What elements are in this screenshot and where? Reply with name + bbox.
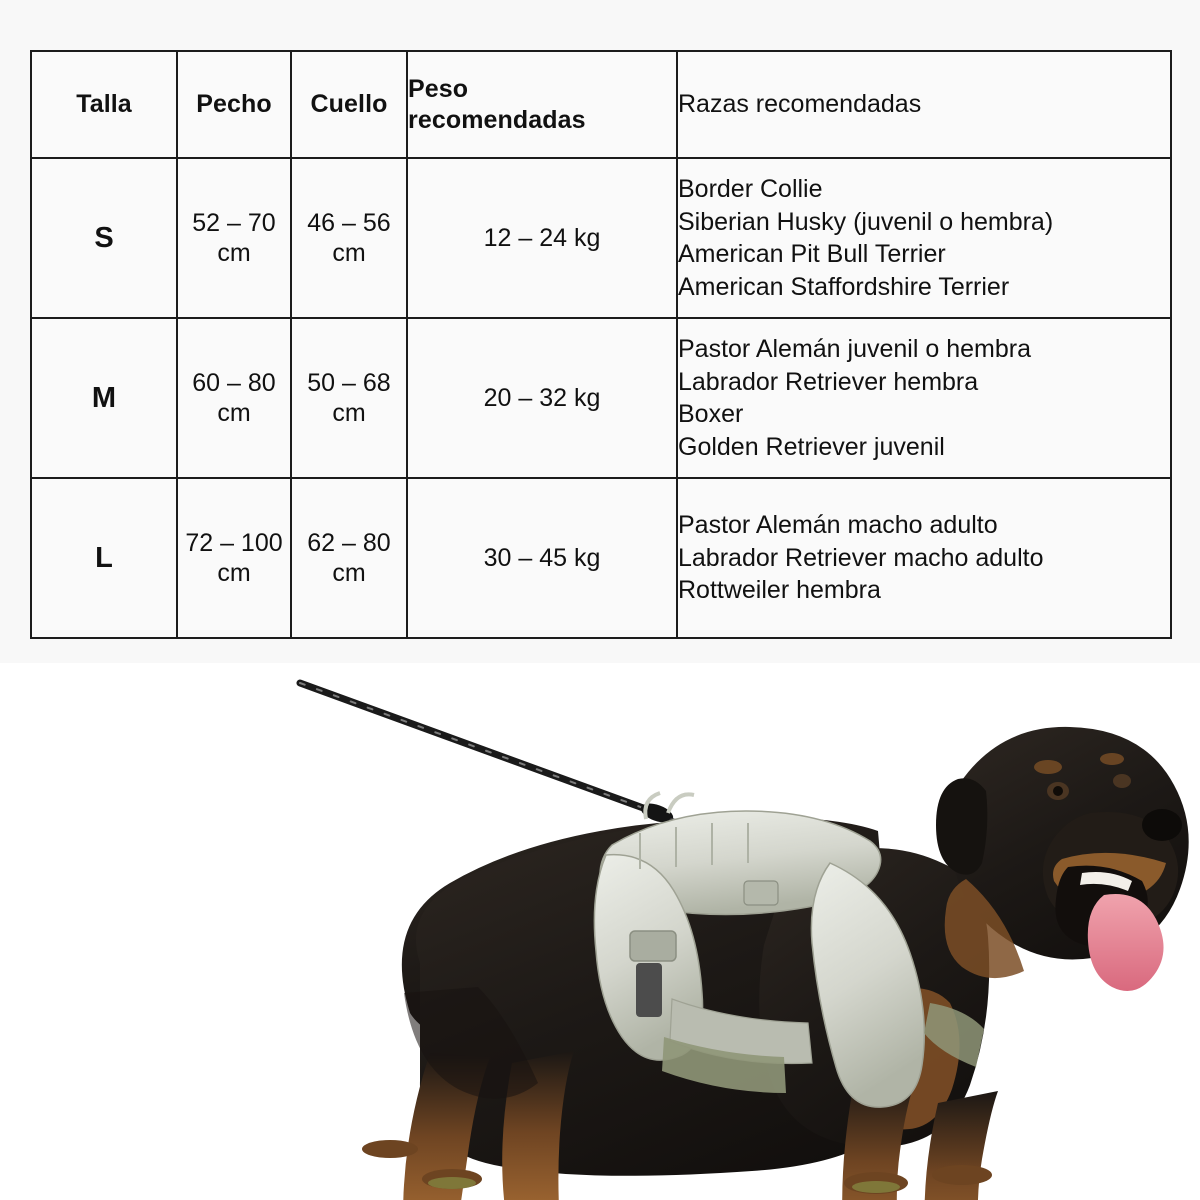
table-row xyxy=(31,158,1171,318)
cell-talla: S xyxy=(31,158,177,318)
breed-item: Pastor Alemán macho adulto xyxy=(678,511,998,540)
cell-pecho-unit: cm xyxy=(217,559,251,587)
cell-cuello xyxy=(291,158,407,318)
cell-cuello-value: 62 – 80 xyxy=(307,528,391,557)
cell-cuello xyxy=(291,478,407,638)
cell-pecho xyxy=(177,158,291,318)
table-header xyxy=(31,51,1171,158)
breed-item: Labrador Retriever hembra xyxy=(678,367,979,396)
table-header-row xyxy=(31,51,1171,158)
table-row xyxy=(31,318,1171,478)
cell-cuello-value: 50 – 68 xyxy=(307,368,391,397)
product-photo-section xyxy=(0,663,1200,1200)
breed-item: Golden Retriever juvenil xyxy=(678,432,945,461)
cell-cuello xyxy=(291,318,407,478)
dog-photo xyxy=(0,663,1200,1200)
breed-item: Rottweiler hembra xyxy=(678,576,881,605)
breed-item: American Staffordshire Terrier xyxy=(678,272,1010,301)
column-header-peso-line2: recomendadas xyxy=(408,105,586,134)
cell-cuello-unit: cm xyxy=(332,399,366,427)
cell-cuello-unit: cm xyxy=(332,559,366,587)
cell-peso: 12 – 24 kg xyxy=(407,158,677,318)
column-header-peso xyxy=(407,51,677,158)
cell-pecho-unit: cm xyxy=(217,399,251,427)
cell-peso: 30 – 45 kg xyxy=(407,478,677,638)
column-header-peso-line1: Peso xyxy=(408,75,469,103)
table-row xyxy=(31,478,1171,638)
cell-razas xyxy=(677,318,1171,478)
leash xyxy=(300,683,695,845)
cell-talla: M xyxy=(31,318,177,478)
column-header-cuello: Cuello xyxy=(291,51,407,158)
column-header-talla: Talla xyxy=(31,51,177,158)
breed-item: American Pit Bull Terrier xyxy=(678,240,946,268)
cell-pecho-value: 60 – 80 xyxy=(192,368,276,397)
breed-item: Siberian Husky (juvenil o hembra) xyxy=(678,207,1054,236)
breed-item: Boxer xyxy=(678,400,744,428)
column-header-pecho: Pecho xyxy=(177,51,291,158)
cell-razas xyxy=(677,158,1171,318)
dog-head xyxy=(936,727,1189,991)
breed-item: Pastor Alemán juvenil o hembra xyxy=(678,335,1031,363)
table-body xyxy=(31,158,1171,638)
cell-pecho-unit: cm xyxy=(217,239,251,267)
cell-pecho xyxy=(177,478,291,638)
cell-peso: 20 – 32 kg xyxy=(407,318,677,478)
cell-cuello-value: 46 – 56 xyxy=(307,208,391,237)
cell-razas xyxy=(677,478,1171,638)
harness-size-table xyxy=(30,50,1172,639)
breed-item: Border Collie xyxy=(678,175,823,203)
cell-talla: L xyxy=(31,478,177,638)
cell-pecho-value: 52 – 70 xyxy=(192,208,276,237)
column-header-razas: Razas recomendadas xyxy=(677,51,1171,158)
breed-item: Labrador Retriever macho adulto xyxy=(678,543,1044,572)
cell-pecho-value: 72 – 100 xyxy=(185,528,283,557)
cell-pecho xyxy=(177,318,291,478)
cell-cuello-unit: cm xyxy=(332,239,366,267)
